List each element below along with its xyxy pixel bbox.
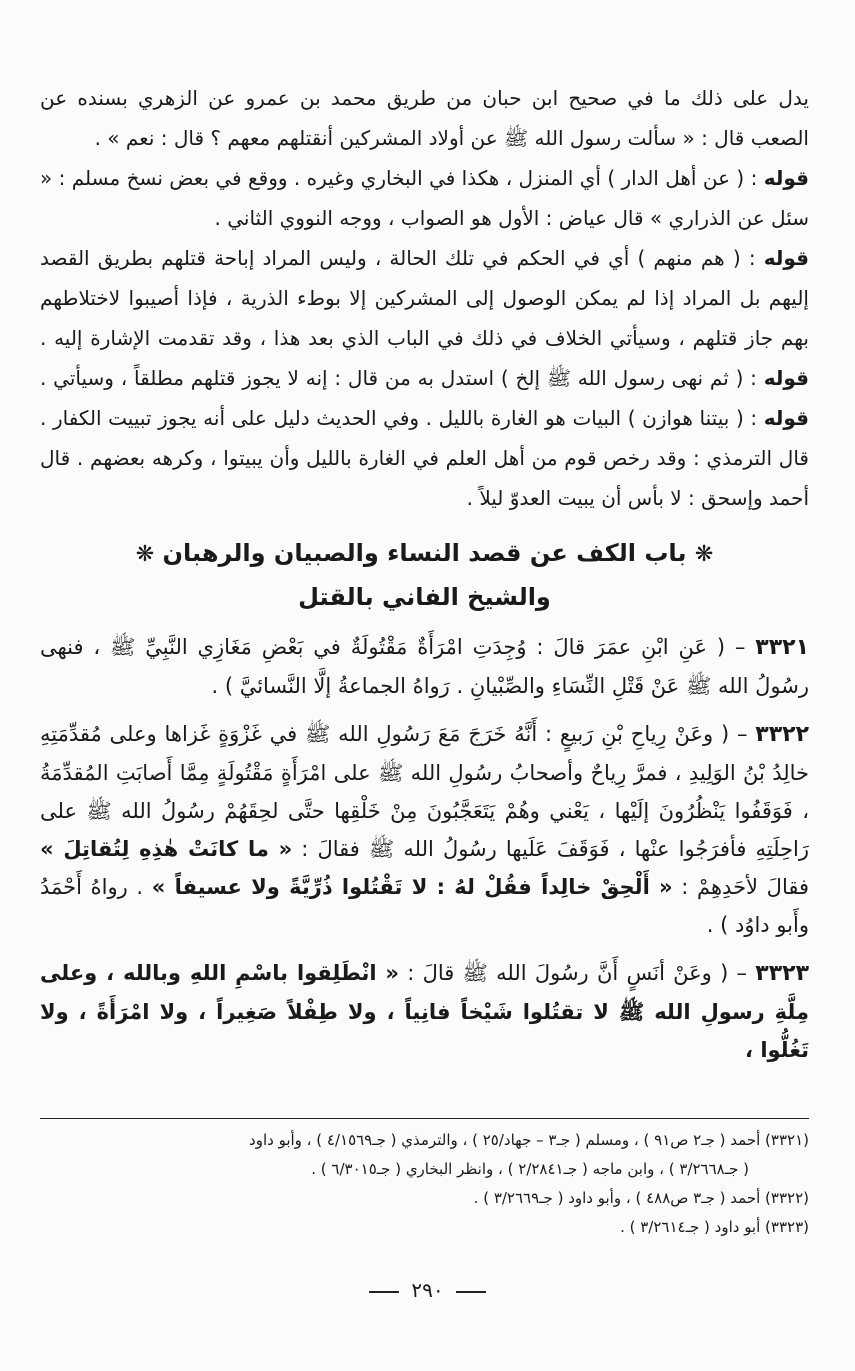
footnote-3321: (٣٣٢١) أحمد ( جـ٢ ص٩١ ) ، ومسلم ( جـ٣ – جهاد/٢٥ ) ، والترمذي ( جـ٤/١٥٦٩ ) ، وأبو داود	[249, 1131, 809, 1149]
footnote-3321-continued: ( جـ٣/٢٦٦٨ ) ، وابن ماجه ( جـ٢/٢٨٤١ ) ، وانظر البخاري ( جـ٦/٣٠١٥ ) .	[311, 1160, 749, 1178]
commentary-paragraph-1: يدل على ذلك ما في صحيح ابن حبان من طريق محمد بن عمرو عن الزهري بسنده عن الصعب قال : « سألت رسول الله ﷺ عن أولاد المشركين أنقتلهم معهم ؟ قال : نعم » .	[40, 86, 809, 150]
star-ornament-icon: ❋	[694, 542, 714, 567]
chapter-heading	[40, 532, 809, 618]
hadith-text: – ( عَنِ ابْنِ عمَرَ قالَ : وُجِدَتِ امْرَأَةٌ مَقْتُولَةٌ في بَعْضِ مَغَازِي النَّبِيِّ ﷺ ، فنهى رسُولُ الله ﷺ عَنْ قَتْلِ النِّسَاءِ والصِّبْيانِ . رَواهُ الجماعةُ إلَّا النَّسائيَّ ) .	[40, 635, 809, 698]
qawluhu-marker: قوله	[763, 406, 809, 430]
hadith-text: – ( وعَنْ رِياحِ بْنِ رَبيعٍ : أَنَّهُ خَرَجَ مَعَ رَسُولِ الله ﷺ في غَزْوَةٍ غَزاها وعلى مُقدِّمَتِهِ خالِدُ بْنُ الوَلِيدِ ، فمرَّ رِياحٌ وأصحابُ رسُولِ الله ﷺ على امْرَأَةٍ مَقْتُولَةٍ مِمَّا أَصابَتِ المُقدِّمَةُ ، فَوَقَفُوا يَنْظُرُونَ إلَيْها ، يَعْني وهُمْ يَتَعَجَّبُونَ مِنْ خَلْقِها حتَّى لحِقَهُمْ رسُولُ الله ﷺ على رَاحِلَتِهِ فأفرَجُوا عنْها ، فَوَقَفَ عَلَيها رسُولُ الله ﷺ فقالَ :	[40, 722, 809, 861]
qawluhu-marker: قوله	[763, 246, 809, 270]
star-ornament-icon: ❋	[135, 542, 155, 567]
hadith-text-mid: فقالَ لأحَدِهِمْ :	[681, 875, 810, 899]
chapter-heading-line-2: والشيخ الفاني بالقتل	[298, 583, 551, 611]
footnote-divider	[40, 1118, 809, 1119]
page-body	[40, 78, 809, 1069]
hadith-3323	[40, 954, 809, 1069]
footnote-3322: (٣٣٢٢) أحمد ( جـ٣ ص٤٨٨ ) ، وأبو داود ( جـ٣/٢٦٦٩ ) .	[473, 1189, 809, 1207]
page-number-dash	[456, 1291, 486, 1293]
hadith-quote: « انْطَلِقوا باسْمِ اللهِ وبالله ، وعلى مِلَّةِ رسولِ الله ﷺ لا تقتُلوا شَيْخاً فانِياً ، ولا طِفْلاً صَغِيراً ، ولا امْرَأَةً ، ولا تَغُلُّوا ،	[40, 961, 809, 1062]
hadith-3321	[40, 628, 809, 705]
page-number	[0, 1278, 855, 1302]
page-number-value: ٢٩٠	[411, 1278, 444, 1302]
hadith-source: . رواهُ أَحْمَدُ وأَبو داوُد ) .	[40, 875, 809, 937]
hadith-quote: « ما كانَتْ هٰذِهِ لِتُقاتِلَ »	[40, 837, 293, 861]
chapter-heading-line-1: ❋ باب الكف عن قصد النساء والصبيان والرهبان ❋	[135, 539, 714, 567]
hadith-text: – ( وعَنْ أنَسٍ أَنَّ رسُولَ الله ﷺ قالَ :	[407, 961, 748, 985]
hadith-3322	[40, 715, 809, 944]
hadith-number: ٣٣٢١	[755, 635, 809, 660]
hadith-number: ٣٣٢٢	[755, 722, 809, 747]
qawluhu-marker: قوله	[763, 166, 809, 190]
commentary-paragraph-2: قوله : ( عن أهل الدار ) أي المنزل ، هكذا في البخاري وغيره . ووقع في بعض نسخ مسلم : « سئل عن الذراري » قال عياض : الأول هو الصواب ، ووجه النووي الثاني .	[40, 166, 809, 230]
hadith-quote: « أَلْحِقْ خالِداً فقُلْ لهُ : لا تَقْتُلوا ذُرِّيَّةً ولا عسيفاً »	[151, 875, 673, 899]
qawluhu-marker: قوله	[763, 366, 809, 390]
hadith-number: ٣٣٢٣	[755, 961, 809, 986]
footnotes	[40, 1126, 809, 1242]
footnote-3323: (٣٣٢٣) أبو داود ( جـ٣/٢٦١٤ ) .	[620, 1218, 809, 1236]
commentary-paragraph-3: قوله : ( هم منهم ) أي في الحكم في تلك الحالة ، وليس المراد إباحة قتلهم بطريق القصد إليهم بل المراد إذا لم يمكن الوصول إلى المشركين إلا بوطء الذرية ، فإذا أصيبوا لاختلاطهم بهم جاز قتلهم ، وسيأتي الخلاف في ذلك في الباب الذي بعد هذا ، وقد تقدمت الإشارة إليه . قوله : ( ثم نهى رسول الله ﷺ إلخ ) استدل به من قال : إنه لا يجوز قتلهم مطلقاً ، وسيأتي . قوله : ( بيتنا هوازن ) البيات هو الغارة بالليل . وفي الحديث دليل على أنه يجوز تبييت الكفار . قال الترمذي : وقد رخص قوم من أهل العلم في الغارة بالليل وأن يبيتوا ، وكرهه بعضهم . قال أحمد وإسحق : لا بأس أن يبيت العدوّ ليلاً .	[40, 246, 809, 510]
page-number-dash	[369, 1291, 399, 1293]
